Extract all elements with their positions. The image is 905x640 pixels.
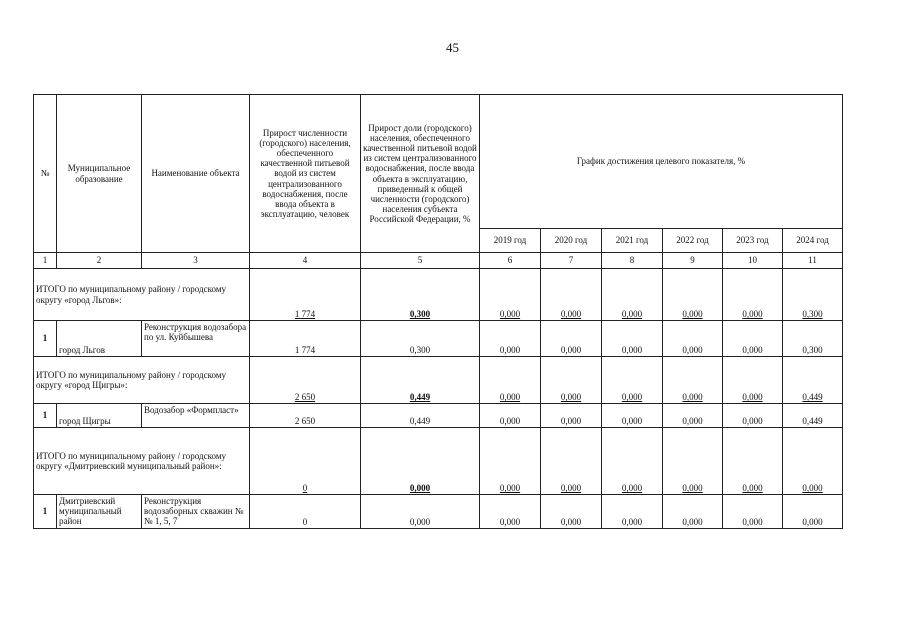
total-label: ИТОГО по муниципальному району / городскому округу «город Щигры»: [34, 357, 250, 404]
page-number: 45 [446, 40, 459, 55]
total-year-value: 0,000 [663, 269, 723, 321]
total-year-value: 0,000 [541, 269, 602, 321]
row-object: Реконструкция водозабора по ул. Куйбышева [142, 321, 250, 357]
column-index: 1 [34, 253, 57, 269]
column-index: 7 [541, 253, 602, 269]
column-index: 6 [480, 253, 541, 269]
column-index: 8 [602, 253, 663, 269]
total-year-value: 0,000 [723, 269, 783, 321]
total-share: 0,000 [361, 428, 480, 495]
total-people: 0 [250, 428, 361, 495]
row-year-value: 0,000 [602, 321, 663, 357]
total-year-value: 0,000 [541, 428, 602, 495]
row-object: Водозабор «Формпласт» [142, 404, 250, 428]
header-year: 2022 год [663, 229, 723, 253]
total-year-value: 0,000 [480, 428, 541, 495]
total-label: ИТОГО по муниципальному району / городскому округу «Дмитриевский муниципальный район»: [34, 428, 250, 495]
row-share: 0,300 [361, 321, 480, 357]
row-year-value: 0,000 [480, 404, 541, 428]
row-year-value: 0,000 [723, 495, 783, 529]
row-people: 0 [250, 495, 361, 529]
row-year-value: 0,300 [783, 321, 843, 357]
total-year-value: 0,000 [783, 428, 843, 495]
header-object: Наименование объекта [142, 95, 250, 253]
header-year: 2021 год [602, 229, 663, 253]
total-year-value: 0,000 [541, 357, 602, 404]
total-year-value: 0,000 [663, 357, 723, 404]
row-year-value: 0,000 [602, 495, 663, 529]
row-municipality: город Щигры [57, 404, 142, 428]
column-index: 2 [57, 253, 142, 269]
total-row [34, 357, 843, 404]
header-year: 2019 год [480, 229, 541, 253]
total-year-value: 0,000 [602, 269, 663, 321]
column-index: 4 [250, 253, 361, 269]
row-object: Реконструкция водозаборных скважин №№ 1, 5, 7 [142, 495, 250, 529]
row-people: 1 774 [250, 321, 361, 357]
row-year-value: 0,000 [541, 404, 602, 428]
header-num: № [34, 95, 57, 253]
object-row [34, 404, 843, 428]
total-share: 0,449 [361, 357, 480, 404]
row-year-value: 0,000 [541, 321, 602, 357]
row-share: 0,000 [361, 495, 480, 529]
total-share: 0,300 [361, 269, 480, 321]
total-year-value: 0,000 [602, 357, 663, 404]
row-year-value: 0,000 [783, 495, 843, 529]
row-year-value: 0,449 [783, 404, 843, 428]
header-municipality: Муниципальное образование [57, 95, 142, 253]
header-growth-share: Прирост доли (городского) населения, обеспеченного качественной питьевой водой из систем централизованного водоснабжения, после ввода объекта в эксплуатацию, приведенный к общей численности (городского) населения субъекта Российской Федерации, % [361, 95, 480, 253]
total-year-value: 0,000 [723, 428, 783, 495]
total-year-value: 0,000 [723, 357, 783, 404]
target-indicator-table [33, 94, 843, 529]
header-schedule: График достижения целевого показателя, % [480, 95, 843, 229]
row-year-value: 0,000 [723, 404, 783, 428]
total-year-value: 0,449 [783, 357, 843, 404]
header-year: 2020 год [541, 229, 602, 253]
row-people: 2 650 [250, 404, 361, 428]
total-row [34, 269, 843, 321]
total-label: ИТОГО по муниципальному району / городскому округу «город Льгов»: [34, 269, 250, 321]
total-people: 1 774 [250, 269, 361, 321]
column-index-row [34, 253, 843, 269]
row-year-value: 0,000 [602, 404, 663, 428]
row-year-value: 0,000 [663, 321, 723, 357]
column-index: 5 [361, 253, 480, 269]
header-growth-people: Прирост численности (городского) населения, обеспеченного качественной питьевой водой из систем централизованного водоснабжения, после ввода объекта в эксплуатацию, человек [250, 95, 361, 253]
row-share: 0,449 [361, 404, 480, 428]
row-year-value: 0,000 [541, 495, 602, 529]
total-row [34, 428, 843, 495]
object-row [34, 321, 843, 357]
column-index: 11 [783, 253, 843, 269]
column-index: 10 [723, 253, 783, 269]
row-year-value: 0,000 [480, 495, 541, 529]
object-row [34, 495, 843, 529]
header-row [34, 95, 843, 229]
column-index: 3 [142, 253, 250, 269]
row-year-value: 0,000 [663, 495, 723, 529]
total-year-value: 0,000 [663, 428, 723, 495]
row-year-value: 0,000 [723, 321, 783, 357]
row-number: 1 [34, 404, 57, 428]
total-year-value: 0,000 [480, 357, 541, 404]
row-year-value: 0,000 [663, 404, 723, 428]
row-number: 1 [34, 495, 57, 529]
total-year-value: 0,300 [783, 269, 843, 321]
total-people: 2 650 [250, 357, 361, 404]
column-index: 9 [663, 253, 723, 269]
header-year: 2023 год [723, 229, 783, 253]
row-municipality: Дмитриевский муниципальный район [57, 495, 142, 529]
header-year: 2024 год [783, 229, 843, 253]
row-number: 1 [34, 321, 57, 357]
row-municipality: город Льгов [57, 321, 142, 357]
row-year-value: 0,000 [480, 321, 541, 357]
total-year-value: 0,000 [602, 428, 663, 495]
total-year-value: 0,000 [480, 269, 541, 321]
